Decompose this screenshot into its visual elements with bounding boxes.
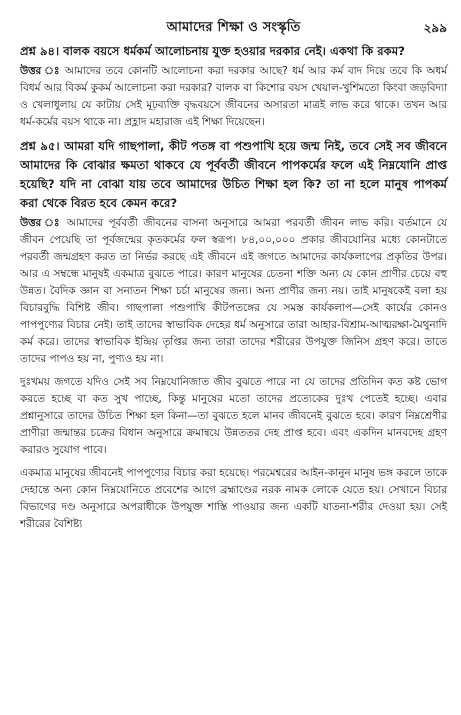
answer-label: উত্তর ঃ bbox=[20, 65, 61, 77]
running-title: আমাদের শিক্ষা ও সংস্কৃতি bbox=[166, 20, 301, 35]
answer-94-text: আমাদের তবে কোনটি আলোচনা করা দরকার আছে? ধর্ম আর কর্ম বাদ দিয়ে তবে কি অধর্ম বিধর্ম আর বিকর্ম কুকর্ম আলোচনা করা দরকার? বালক বা কিশোর বয়স খেয়াল-খুশিমতো কিংবা জড়বিদ্যা ও খেলাধুলায় যে কাটায় সেই মূঢ়ব্যক্তি বৃদ্ধবয়সে জীবনের অসারতা মাত্রই লাভ করে থাকে। তখন আর ধর্ম-কর্মের বয়স থাকে না। প্রহ্লাদ মহারাজ এই শিক্ষা দিয়েছেন। bbox=[20, 65, 447, 128]
answer-94 bbox=[20, 63, 447, 131]
question-94: প্রশ্ন ৯৪। বালক বয়সে ধর্মকর্ম আলোচনায় যুক্ত হওয়ার দরকার নেই। একথা কি রকম? bbox=[20, 44, 405, 58]
answer-95-text: আমাদের পূর্ববর্তী জীবনের বাসনা অনুসারে আমরা পরবর্তী জীবন লাভ করি। বর্তমানে যে জীবন পেয়েছি তা পূর্বজন্মের কৃতকর্মের ফল স্বরূপ। ৮৪,০০,০০০ প্রকার জীবযোনির মধ্যে কোনটাতে পরবর্তী জন্মগ্রহণ করত তা নির্ভর করছে এই জীবনে এই জগতে আমাদের কার্যকলাপের প্রকৃতির উপর। আর এ সম্বন্ধে মানুষই একমাত্র বুঝতে পারে। কারণ মানুষের চেতনা শক্তি অন্য যে কোন প্রাণীর চেয়ে বহু উন্নত। বৈদিক জ্ঞান বা সনাতন শিক্ষা চর্চা মানুষের জন্য। অন্য প্রাণীর জন্য নয়। তাই মানুষকেই বলা হয় বিচারবুদ্ধি বিশিষ্ট জীব। গাছপালা পশুপাখি কীটপতঙ্গের যে সমস্ত কার্যকলাপ—সেই কার্যের কোনও পাপপুণ্যের বিচার নেই। তাই তাদের স্বাভাবিক দেহের ধর্ম অনুসারে তারা আহার-বিশ্রাম-আত্মরক্ষা-মৈথুনাদি কর্ম করে। তাদের স্বাভাবিক ইন্দ্রিয় তৃপ্তির জন্য তারা তাদের শরীরের উপযুক্ত জিনিস গ্রহণ করে। তাতে তাদের পাপও হয় না, পুণ্যও হয় না। bbox=[20, 217, 447, 365]
answer-95 bbox=[20, 215, 447, 368]
answer-label: উত্তর ঃ bbox=[20, 217, 62, 229]
page-number: ২৯৯ bbox=[423, 21, 447, 35]
paragraph: দুঃখময় জগতে যদিও সেই সব নিম্নযোনিজাত জীব বুঝতে পারে না যে তাদের প্রতিদিন কত কষ্ট ভোগ করতে হচ্ছে বা কত সুখ পাচ্ছে, কিন্তু মানুষের মতো তাদের প্রত্যেকের দুঃখ পেতেই হচ্ছে। এবার প্রশ্নানুসারে তাদের উচিত শিক্ষা হল কিনা—তা বুঝতে হলে মানব জীবনেই বুঝতে হবে। কারণ নিম্নশ্রেণীর প্রাণীরা জন্মান্তর চক্রের বিধান অনুসারে ক্রমান্বয়ে উন্নততর দেহ প্রাপ্ত হবে। এবং একদিন মানবদেহ গ্রহণ করারও সুযোগ পাবে। bbox=[20, 376, 447, 456]
question-95: প্রশ্ন ৯৫। আমরা যদি গাছপালা, কীট পতঙ্গ বা পশুপাখি হয়ে জন্ম নিই, তবে সেই সব জীবনে আমাদের কি বোঝার ক্ষমতা থাকবে যে পূর্ববর্তী জীবনে পাপকর্মের ফলে এই নিম্নযোনি প্রাপ্ত হয়েছি? যদি না বোঝা যায় তবে আমাদের উচিত শিক্ষা হল কি? তা না হলে মানুষ পাপকর্ম করা থেকে বিরত হবে কেমন করে? bbox=[20, 139, 447, 210]
page-header bbox=[20, 6, 447, 42]
paragraph: একমাত্র মানুষের জীবনেই পাপপুণ্যের বিচার করা হয়েছে। পরমেশ্বরের আইন-কানুন মানুষ ভঙ্গ করলে তাকে দেহান্তে অন্য কোন নিম্নযোনিতে প্রবেশের আগে ব্রহ্মাণ্ডের নরক নামক লোকে যেতে হয়। সেখানে বিচার বিভাগের দণ্ড অনুসারে অপরাধীকে উপযুক্ত শাস্তি পাওয়ার জন্য একটি যাতনা-শরীর দেওয়া হয়। সেই শরীরের বৈশিষ্ট্য bbox=[20, 467, 447, 530]
